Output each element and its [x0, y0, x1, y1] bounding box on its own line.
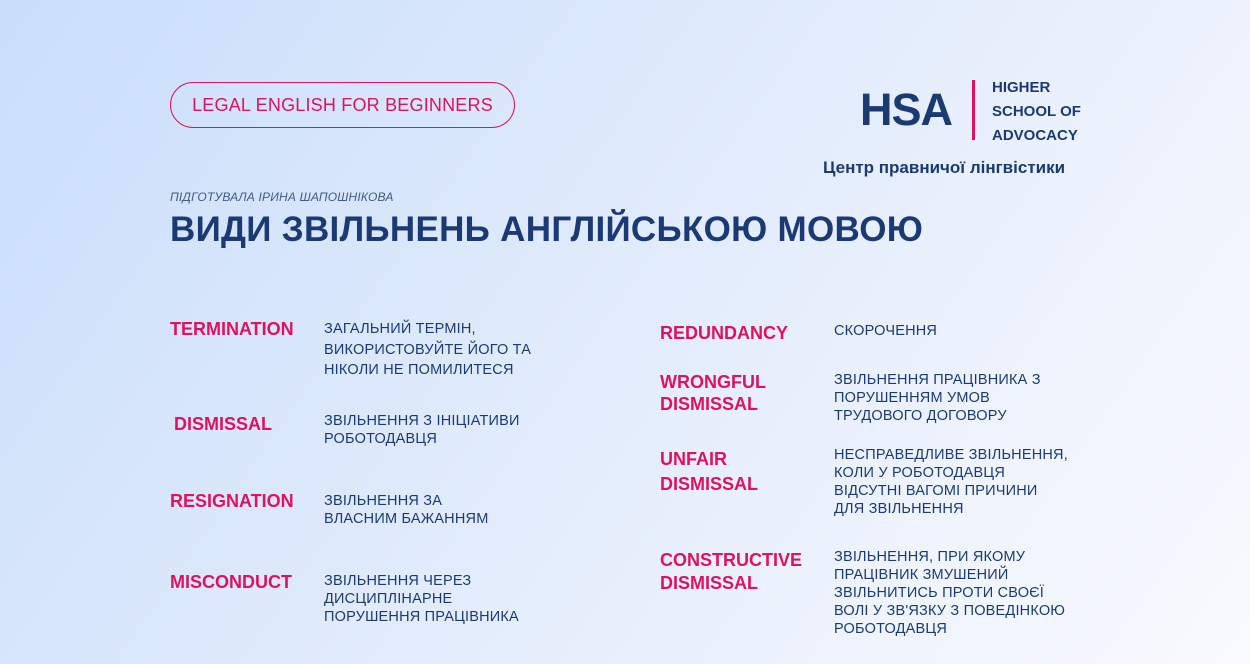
- definition-line: ЗВІЛЬНЕННЯ ЧЕРЕЗ: [324, 573, 472, 589]
- definition-line: ВИКОРИСТОВУЙТЕ ЙОГО ТА: [324, 341, 532, 358]
- logo-text-line: HIGHER: [992, 79, 1051, 96]
- hsa-logo-text: [992, 76, 1081, 148]
- center-name: Центр правничої лінгвістики: [823, 158, 1066, 177]
- definition-line: ЗВІЛЬНЕННЯ ЗА: [324, 493, 443, 509]
- definition-redundancy: [834, 322, 937, 340]
- definition-wrongful-dismissal: [834, 371, 1041, 425]
- definition-unfair-dismissal: [834, 446, 1068, 518]
- definition-line: ДИСЦИПЛІНАРНЕ: [324, 591, 453, 607]
- definition-dismissal: [324, 412, 520, 448]
- logo-divider: [972, 80, 975, 140]
- course-badge: [170, 82, 515, 128]
- definition-line: ВІДСУТНІ ВАГОМІ ПРИЧИНИ: [834, 483, 1038, 499]
- definition-line: ПОРУШЕННЯ ПРАЦІВНИКА: [324, 609, 519, 625]
- author-credit: ПІДГОТУВАЛА ІРИНА ШАПОШНІКОВА: [170, 190, 394, 204]
- definition-line: ЗВІЛЬНЕННЯ ПРАЦІВНИКА З: [834, 372, 1041, 388]
- definition-line: ПОРУШЕННЯМ УМОВ: [834, 390, 990, 406]
- course-label: LEGAL ENGLISH FOR BEGINNERS: [192, 94, 493, 115]
- definition-resignation: [324, 492, 488, 528]
- definition-line: РОБОТОДАВЦЯ: [834, 621, 947, 637]
- definition-line: НЕСПРАВЕДЛИВЕ ЗВІЛЬНЕННЯ,: [834, 447, 1068, 463]
- term-line: RESIGNATION: [170, 491, 294, 511]
- definition-misconduct: [324, 572, 519, 626]
- definition-line: ВОЛІ У ЗВ'ЯЗКУ З ПОВЕДІНКОЮ: [834, 603, 1066, 619]
- definition-termination: [324, 319, 531, 381]
- term-constructive-dismissal: [660, 549, 802, 595]
- definition-line: ПРАЦІВНИК ЗМУШЕНИЙ: [834, 567, 1009, 583]
- term-wrongful-dismissal: [660, 371, 766, 415]
- term-redundancy: [660, 322, 788, 344]
- term-line: UNFAIR: [660, 449, 727, 469]
- term-unfair-dismissal: [660, 447, 758, 497]
- definition-line: РОБОТОДАВЦЯ: [324, 431, 437, 447]
- term-line: DISMISSAL: [660, 394, 759, 414]
- definition-line: ЗАГАЛЬНИЙ ТЕРМІН,: [324, 321, 476, 337]
- definition-line: ВЛАСНИМ БАЖАННЯМ: [324, 511, 489, 527]
- term-resignation: [170, 490, 294, 512]
- page-title: ВИДИ ЗВІЛЬНЕНЬ АНГЛІЙСЬКОЮ МОВОЮ: [170, 210, 924, 249]
- term-misconduct: [170, 571, 292, 593]
- definition-line: СКОРОЧЕННЯ: [834, 323, 938, 339]
- term-line: WRONGFUL: [660, 372, 766, 392]
- definition-line: ЗВІЛЬНИТИСЬ ПРОТИ СВОЄЇ: [834, 585, 1045, 601]
- term-line: MISCONDUCT: [170, 572, 292, 592]
- term-termination: [170, 318, 294, 340]
- definition-line: КОЛИ У РОБОТОДАВЦЯ: [834, 465, 1005, 481]
- definition-line: ДЛЯ ЗВІЛЬНЕННЯ: [834, 501, 964, 517]
- definition-line: ЗВІЛЬНЕННЯ, ПРИ ЯКОМУ: [834, 549, 1026, 565]
- definition-constructive-dismissal: [834, 548, 1065, 638]
- hsa-logo-mark: HSA: [860, 84, 953, 135]
- term-line: DISMISSAL: [660, 474, 759, 494]
- term-dismissal: [174, 413, 272, 435]
- term-line: DISMISSAL: [660, 573, 759, 593]
- definition-line: ТРУДОВОГО ДОГОВОРУ: [834, 408, 1007, 424]
- logo-text-line: ADVOCACY: [992, 127, 1078, 144]
- logo-text-line: SCHOOL OF: [992, 103, 1081, 120]
- term-line: CONSTRUCTIVE: [660, 550, 803, 570]
- term-line: TERMINATION: [170, 319, 294, 339]
- term-line: REDUNDANCY: [660, 323, 789, 343]
- term-line: DISMISSAL: [174, 414, 273, 434]
- definition-line: НІКОЛИ НЕ ПОМИЛИТЕСЯ: [324, 362, 514, 378]
- definition-line: ЗВІЛЬНЕННЯ З ІНІЦІАТИВИ: [324, 413, 520, 429]
